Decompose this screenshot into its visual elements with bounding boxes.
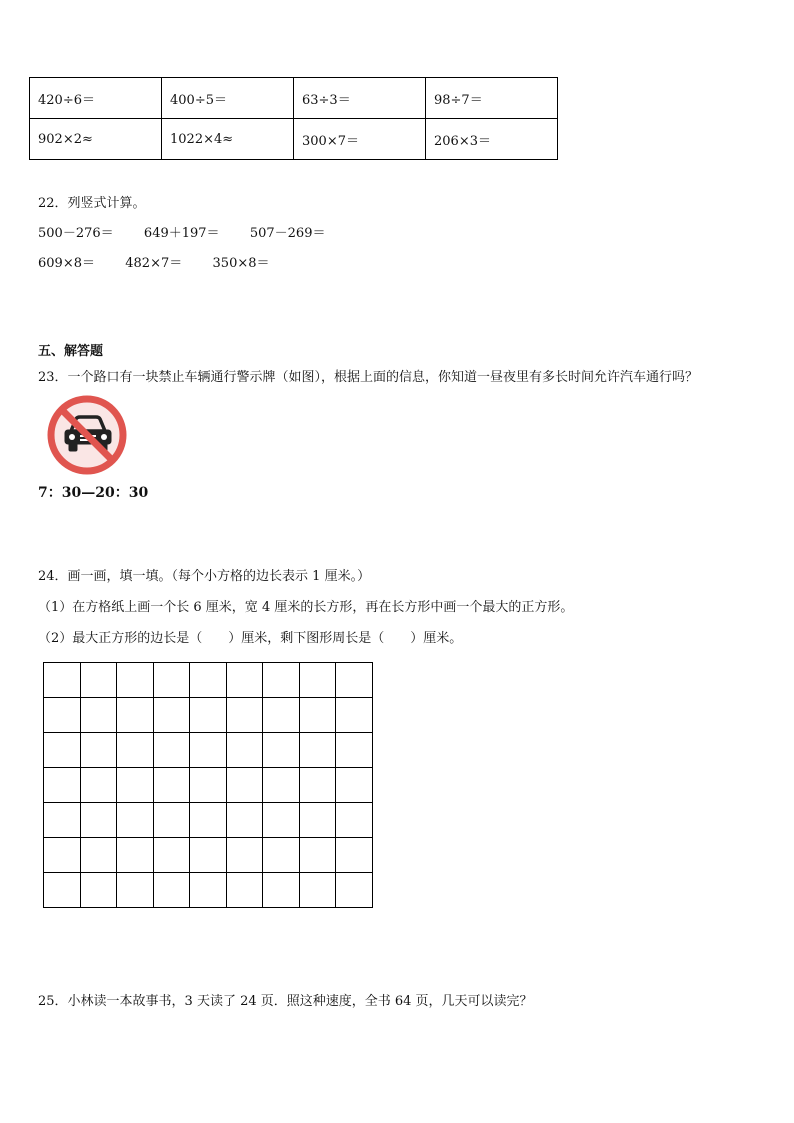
calc-table — [29, 77, 558, 160]
q23-text: 23．一个路口有一块禁止车辆通行警示牌（如图），根据上面的信息，你知道一昼夜里有多长时间允许汽车通行吗？ — [38, 370, 699, 385]
grid-cell[interactable] — [299, 663, 336, 698]
grid-cell[interactable] — [263, 803, 300, 838]
grid-cell[interactable] — [226, 733, 263, 768]
grid-cell[interactable] — [117, 663, 154, 698]
sign-caption: 7：30—20：30 — [38, 485, 149, 501]
q22-expr: 609×8＝ — [38, 256, 95, 271]
grid-cell[interactable] — [153, 873, 190, 908]
q24-part1: （1）在方格纸上画一个长 6 厘米，宽 4 厘米的长方形，再在长方形中画一个最大的正方形。 — [38, 600, 574, 615]
grid-cell[interactable] — [226, 698, 263, 733]
grid-cell[interactable] — [80, 698, 117, 733]
grid-cell[interactable] — [190, 663, 227, 698]
grid-cell[interactable] — [190, 698, 227, 733]
table-cell: 902×2≈ — [30, 119, 162, 160]
table-row — [30, 119, 558, 160]
grid-cell[interactable] — [190, 733, 227, 768]
grid-cell[interactable] — [336, 663, 373, 698]
table-cell: 1022×4≈ — [162, 119, 294, 160]
grid-row — [44, 803, 373, 838]
grid-cell[interactable] — [190, 873, 227, 908]
grid-cell[interactable] — [299, 803, 336, 838]
grid-cell[interactable] — [263, 838, 300, 873]
no-cars-sign-icon — [45, 393, 129, 477]
grid-cell[interactable] — [190, 838, 227, 873]
q22-title: 22．列竖式计算。 — [38, 196, 146, 211]
grid-cell[interactable] — [299, 873, 336, 908]
grid-cell[interactable] — [190, 768, 227, 803]
q22-expr: 350×8＝ — [212, 256, 270, 271]
grid-cell[interactable] — [80, 838, 117, 873]
grid-cell[interactable] — [44, 768, 81, 803]
grid-cell[interactable] — [44, 698, 81, 733]
grid-row — [44, 733, 373, 768]
grid-cell[interactable] — [263, 873, 300, 908]
grid-cell[interactable] — [44, 873, 81, 908]
q24-part2: （2）最大正方形的边长是（ ）厘米，剩下图形周长是（ ）厘米。 — [38, 631, 463, 646]
grid-cell[interactable] — [226, 873, 263, 908]
grid-row — [44, 768, 373, 803]
grid-cell[interactable] — [117, 733, 154, 768]
grid-cell[interactable] — [153, 768, 190, 803]
grid-cell[interactable] — [263, 698, 300, 733]
grid-cell[interactable] — [299, 733, 336, 768]
q22-row2 — [38, 252, 270, 271]
grid-cell[interactable] — [153, 838, 190, 873]
grid-row — [44, 698, 373, 733]
grid-cell[interactable] — [299, 698, 336, 733]
grid-cell[interactable] — [80, 663, 117, 698]
grid-row — [44, 663, 373, 698]
grid-cell[interactable] — [80, 768, 117, 803]
grid-cell[interactable] — [117, 803, 154, 838]
grid-cell[interactable] — [263, 733, 300, 768]
grid-cell[interactable] — [44, 803, 81, 838]
table-cell: 98÷7＝ — [426, 78, 558, 119]
grid-cell[interactable] — [226, 838, 263, 873]
table-cell: 420÷6＝ — [30, 78, 162, 119]
grid-cell[interactable] — [336, 733, 373, 768]
grid-cell[interactable] — [80, 803, 117, 838]
q22-row1 — [38, 222, 325, 241]
grid-row — [44, 838, 373, 873]
grid-cell[interactable] — [226, 803, 263, 838]
table-cell: 300×7＝ — [294, 119, 426, 160]
grid-cell[interactable] — [44, 733, 81, 768]
grid-cell[interactable] — [263, 663, 300, 698]
grid-cell[interactable] — [44, 838, 81, 873]
grid-cell[interactable] — [117, 838, 154, 873]
grid-cell[interactable] — [44, 663, 81, 698]
section-title: 五、解答题 — [38, 344, 104, 359]
grid-cell[interactable] — [263, 768, 300, 803]
grid-cell[interactable] — [153, 698, 190, 733]
grid-cell[interactable] — [299, 838, 336, 873]
table-cell: 63÷3＝ — [294, 78, 426, 119]
grid-row — [44, 873, 373, 908]
grid-cell[interactable] — [336, 768, 373, 803]
grid-cell[interactable] — [190, 803, 227, 838]
grid-cell[interactable] — [299, 768, 336, 803]
grid-cell[interactable] — [226, 768, 263, 803]
grid-cell[interactable] — [226, 663, 263, 698]
grid-cell[interactable] — [80, 873, 117, 908]
table-row — [30, 78, 558, 119]
grid-cell[interactable] — [153, 803, 190, 838]
grid-cell[interactable] — [117, 698, 154, 733]
grid-cell[interactable] — [153, 733, 190, 768]
graph-paper-grid — [43, 662, 373, 908]
grid-cell[interactable] — [153, 663, 190, 698]
q22-expr: 500－276＝ — [38, 226, 114, 241]
q25-text: 25．小林读一本故事书，3 天读了 24 页．照这种速度，全书 64 页，几天可以读完？ — [38, 994, 533, 1009]
grid-cell[interactable] — [336, 873, 373, 908]
grid-cell[interactable] — [336, 698, 373, 733]
table-cell: 400÷5＝ — [162, 78, 294, 119]
table-cell: 206×3＝ — [426, 119, 558, 160]
grid-cell[interactable] — [336, 803, 373, 838]
grid-cell[interactable] — [117, 768, 154, 803]
q22-expr: 507－269＝ — [249, 226, 326, 241]
grid-cell[interactable] — [336, 838, 373, 873]
grid-cell[interactable] — [117, 873, 154, 908]
q22-expr: 649＋197＝ — [143, 226, 220, 241]
q24-title: 24．画一画，填一填。（每个小方格的边长表示 1 厘米。） — [38, 569, 371, 584]
grid-cell[interactable] — [80, 733, 117, 768]
q22-expr: 482×7＝ — [125, 256, 183, 271]
